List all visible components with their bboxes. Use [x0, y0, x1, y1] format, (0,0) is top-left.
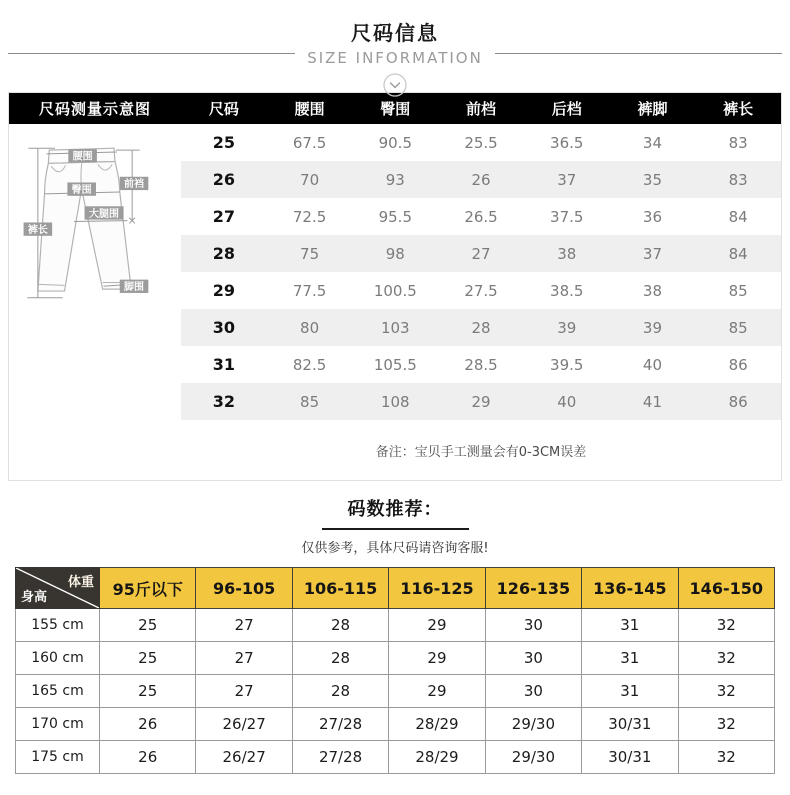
- measurement-cell: 37: [557, 170, 577, 189]
- measurement-cell: 67.5: [292, 133, 327, 152]
- recommend-row: [16, 708, 775, 741]
- size-table-row: [181, 383, 781, 420]
- diagram-column-header: 尺码测量示意图: [38, 100, 151, 118]
- recommended-size-cell: 27: [196, 609, 292, 642]
- size-column-header: 前档: [466, 100, 497, 118]
- measurement-cell: 39.5: [550, 355, 584, 374]
- size-cell: 30: [212, 318, 235, 337]
- recommend-row: [16, 609, 775, 642]
- recommended-size-cell: 26: [100, 741, 196, 774]
- recommended-size-cell: 30: [485, 642, 581, 675]
- recommended-size-cell: 28/29: [389, 741, 485, 774]
- recommended-size-cell: 28: [292, 609, 388, 642]
- recommended-size-cell: 30: [485, 675, 581, 708]
- size-cell: 26: [212, 170, 235, 189]
- measurement-cell: 38: [557, 244, 577, 263]
- measurement-cell: 105.5: [373, 355, 417, 374]
- weight-range-header: 95斤以下: [100, 568, 196, 609]
- measurement-cell: 77.5: [292, 281, 327, 300]
- chevron-down-icon[interactable]: [382, 72, 408, 98]
- measurement-cell: 41: [642, 392, 662, 411]
- measurement-cell: 39: [557, 318, 577, 337]
- height-cell: 165 cm: [16, 675, 100, 708]
- size-table-row: [181, 124, 781, 161]
- measurement-cell: 84: [728, 207, 748, 226]
- size-table-row: [181, 161, 781, 198]
- weight-range-header: 96-105: [196, 568, 292, 609]
- size-table-row: [181, 346, 781, 383]
- recommended-size-cell: 32: [678, 609, 774, 642]
- page-title: 尺码信息: [351, 21, 439, 45]
- weight-range-header: 146-150: [678, 568, 774, 609]
- recommend-title: 码数推荐：: [322, 495, 469, 530]
- recommended-size-cell: 29: [389, 609, 485, 642]
- measurement-cell: 72.5: [292, 207, 327, 226]
- page-subtitle: SIZE INFORMATION: [307, 49, 483, 67]
- recommended-size-cell: 29/30: [485, 741, 581, 774]
- measurement-cell: 84: [728, 244, 748, 263]
- recommended-size-cell: 27: [196, 642, 292, 675]
- height-cell: 170 cm: [16, 708, 100, 741]
- recommended-size-cell: 25: [100, 675, 196, 708]
- size-table-row: [181, 198, 781, 235]
- recommend-header-row: [16, 568, 775, 609]
- recommend-row: [16, 741, 775, 774]
- recommended-size-cell: 28/29: [389, 708, 485, 741]
- recommended-size-cell: 26/27: [196, 741, 292, 774]
- measurement-cell: 39: [642, 318, 662, 337]
- size-table: [8, 92, 782, 481]
- measurement-cell: 80: [300, 318, 320, 337]
- weight-height-corner-cell: [16, 568, 100, 609]
- measurement-cell: 70: [300, 170, 320, 189]
- height-cell: 175 cm: [16, 741, 100, 774]
- size-cell: 32: [212, 392, 235, 411]
- recommend-row: [16, 675, 775, 708]
- left-divider-line: [8, 53, 295, 54]
- measurement-cell: 40: [642, 355, 662, 374]
- recommended-size-cell: 29: [389, 642, 485, 675]
- measurement-cell: 85: [300, 392, 320, 411]
- recommended-size-cell: 29/30: [485, 708, 581, 741]
- measurement-cell: 100.5: [373, 281, 417, 300]
- size-column-header: 裤长: [723, 100, 754, 118]
- measurement-cell: 25.5: [464, 133, 498, 152]
- recommend-row: [16, 642, 775, 675]
- measurement-cell: 36: [642, 207, 662, 226]
- size-column-header: 腰围: [294, 100, 325, 118]
- measurement-cell: 37: [642, 244, 662, 263]
- recommended-size-cell: 31: [582, 609, 678, 642]
- recommended-size-cell: 30: [485, 609, 581, 642]
- size-column-header: 后档: [551, 100, 582, 118]
- size-cell: 31: [212, 355, 235, 374]
- leg-opening-label: 脚围: [124, 282, 145, 294]
- weight-range-header: 106-115: [292, 568, 388, 609]
- measurement-cell: 82.5: [292, 355, 327, 374]
- size-cell: 27: [212, 207, 235, 226]
- weight-range-header: 126-135: [485, 568, 581, 609]
- size-column-header: 裤脚: [637, 100, 668, 118]
- size-cell: 25: [212, 133, 235, 152]
- measurement-cell: 75: [300, 244, 320, 263]
- measurement-cell: 83: [728, 133, 748, 152]
- recommended-size-cell: 28: [292, 642, 388, 675]
- recommended-size-cell: 25: [100, 642, 196, 675]
- length-label: 裤长: [27, 224, 48, 236]
- corner-height-label: 身高: [21, 590, 48, 605]
- measurement-cell: 93: [385, 170, 405, 189]
- measurement-cell: 98: [385, 244, 405, 263]
- recommended-size-cell: 31: [582, 642, 678, 675]
- size-cell: 29: [212, 281, 235, 300]
- size-column-header: 臀围: [380, 100, 411, 118]
- corner-weight-label: 体重: [67, 575, 94, 590]
- recommended-size-cell: 27/28: [292, 741, 388, 774]
- measurement-cell: 27.5: [464, 281, 498, 300]
- measurement-cell: 28.5: [464, 355, 498, 374]
- measurement-cell: 27: [471, 244, 491, 263]
- front-rise-label: 前裆: [124, 179, 145, 191]
- size-cell: 28: [212, 244, 235, 263]
- measurement-cell: 85: [728, 318, 748, 337]
- size-table-row: [181, 309, 781, 346]
- measurement-cell: 36.5: [550, 133, 584, 152]
- measurement-cell: 35: [642, 170, 662, 189]
- measurement-cell: 90.5: [378, 133, 412, 152]
- height-cell: 160 cm: [16, 642, 100, 675]
- right-divider-line: [495, 53, 782, 54]
- recommended-size-cell: 28: [292, 675, 388, 708]
- measurement-cell: 38.5: [550, 281, 584, 300]
- pants-measurement-diagram: [9, 124, 181, 420]
- recommend-subtitle: 仅供参考，具体尺码请咨询客服!: [301, 541, 489, 556]
- recommended-size-cell: 32: [678, 642, 774, 675]
- recommend-header: [0, 495, 790, 556]
- pants-diagram-drawing: [15, 134, 175, 330]
- recommended-size-cell: 26: [100, 708, 196, 741]
- recommended-size-cell: 32: [678, 708, 774, 741]
- recommended-size-cell: 27/28: [292, 708, 388, 741]
- measurement-cell: 40: [557, 392, 577, 411]
- hip-label: 臀围: [71, 184, 92, 196]
- measurement-cell: 85: [728, 281, 748, 300]
- height-cell: 155 cm: [16, 609, 100, 642]
- measurement-cell: 28: [471, 318, 491, 337]
- recommended-size-cell: 31: [582, 675, 678, 708]
- recommended-size-cell: 25: [100, 609, 196, 642]
- recommended-size-cell: 32: [678, 675, 774, 708]
- measurement-cell: 38: [642, 281, 662, 300]
- measurement-cell: 37.5: [550, 207, 584, 226]
- measurement-cell: 26.5: [464, 207, 498, 226]
- recommended-size-cell: 30/31: [582, 708, 678, 741]
- recommended-size-cell: 26/27: [196, 708, 292, 741]
- recommended-size-cell: 32: [678, 741, 774, 774]
- size-table-row: [181, 272, 781, 309]
- measurement-cell: 86: [728, 392, 748, 411]
- size-table-row: [181, 235, 781, 272]
- weight-range-header: 136-145: [582, 568, 678, 609]
- measurement-cell: 95.5: [378, 207, 412, 226]
- thigh-label: 大腿围: [89, 208, 120, 220]
- measurement-note: 备注：宝贝手工测量会有0-3CM误差: [375, 444, 587, 460]
- measurement-cell: 103: [380, 318, 410, 337]
- recommend-table: [15, 567, 775, 774]
- collapse-toggle[interactable]: [382, 72, 408, 98]
- recommended-size-cell: 30/31: [582, 741, 678, 774]
- recommended-size-cell: 27: [196, 675, 292, 708]
- waist-label: 腰围: [72, 151, 93, 163]
- size-column-header: 尺码: [208, 100, 239, 118]
- measurement-cell: 83: [728, 170, 748, 189]
- measurement-cell: 29: [471, 392, 491, 411]
- weight-range-header: 116-125: [389, 568, 485, 609]
- measurement-cell: 26: [471, 170, 491, 189]
- measurement-cell: 86: [728, 355, 748, 374]
- size-info-header: [0, 0, 790, 92]
- recommended-size-cell: 29: [389, 675, 485, 708]
- measurement-cell: 34: [642, 133, 662, 152]
- size-table-rows: [181, 124, 781, 420]
- measurement-cell: 108: [380, 392, 410, 411]
